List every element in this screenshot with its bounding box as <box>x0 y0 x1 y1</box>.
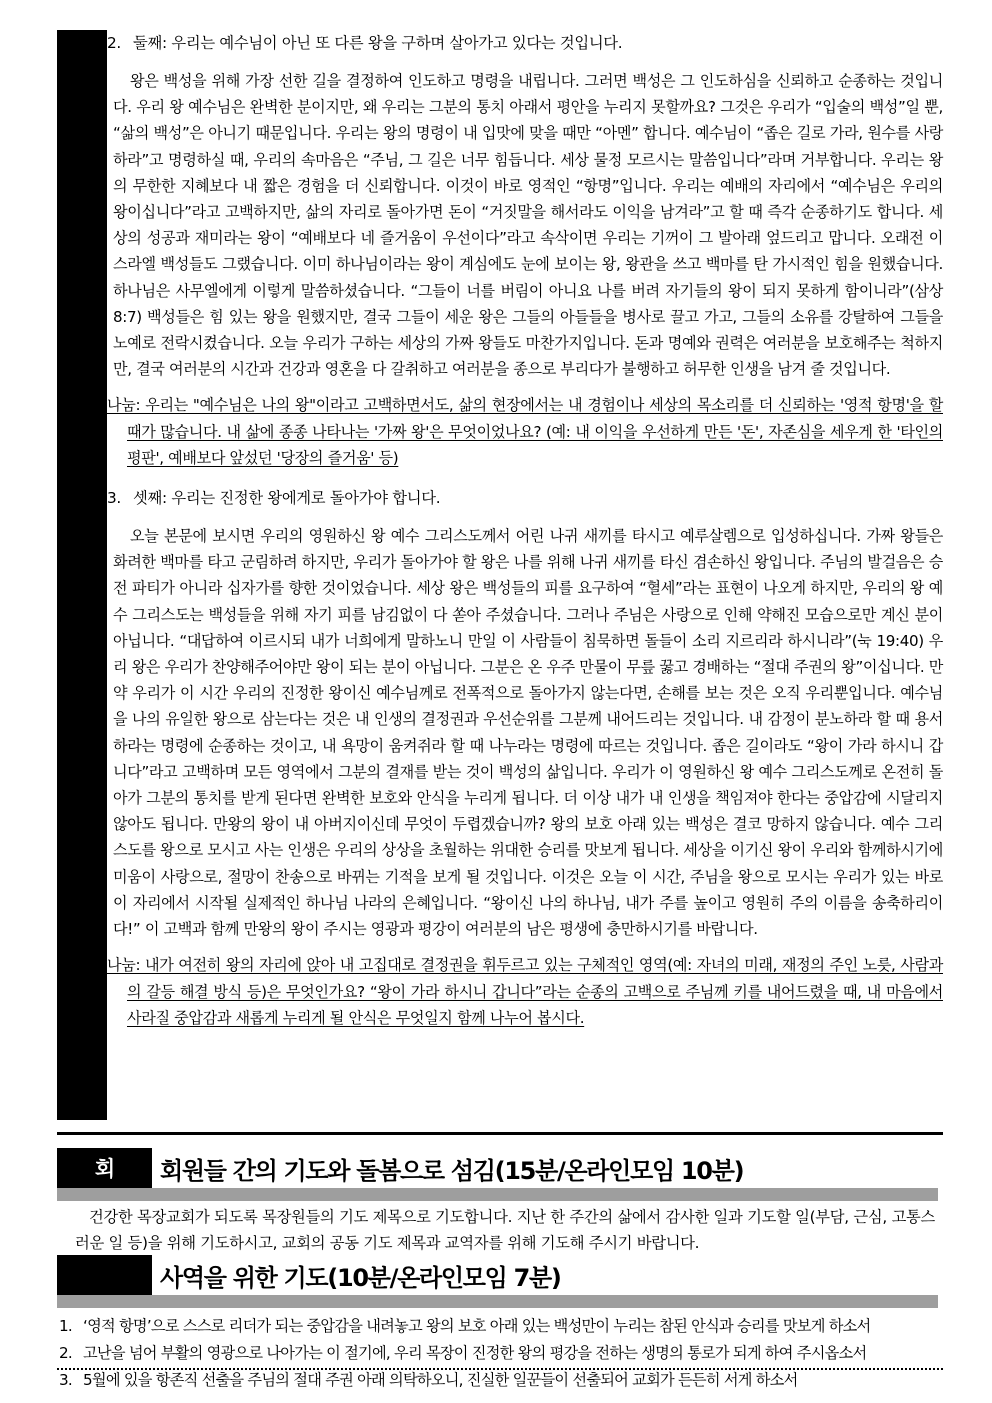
sharing-block-1-text: 나눔: 우리는 "예수님은 나의 왕"이라고 고백하면서도, 삶의 현장에서는 내 경험이나 세상의 목소리를 더 신뢰하는 '영적 항명'을 할 때가 많습니다. 내 삶에 종종 나타나는 '가짜 왕'은 무엇이었나요? (예: 내 이익을 우선하게 만든 '돈', 자존심을 세우게 한 '타인의 평판', 예배보다 앞섰던 '당장의 즐거움' 등) <box>107 396 943 467</box>
section-ministry-tag <box>57 1255 152 1295</box>
section-ministry-gray-bar <box>57 1295 938 1308</box>
prayer-item-text: 고난을 넘어 부활의 영광으로 나아가는 이 절기에, 우리 목장이 진정한 왕의 평강을 전하는 생명의 통로가 되게 하여 주시옵소서 <box>83 1344 867 1362</box>
sharing-block-2 <box>107 952 943 1031</box>
section-fellowship-care <box>0 1148 992 1252</box>
section-fellowship-body-text: 건강한 목장교회가 되도록 목장원들의 기도 제목으로 기도합니다. 지난 한 주간의 삶에서 감사한 일과 기도할 일(부담, 근심, 고통스러운 일 등)을 위해 기도하시고, 교회의 공동 기도 제목과 교역자를 위해 기도해 주시기 바랍니다. <box>75 1208 935 1252</box>
prayer-item-number: 2. <box>59 1344 72 1362</box>
prayer-item-text: ‘영적 항명’으로 스스로 리더가 되는 중압감을 내려놓고 왕의 보호 아래 있는 백성만이 누리는 참된 안식과 승리를 맛보게 하소서 <box>83 1317 871 1335</box>
section-fellowship-gray-bar <box>57 1188 938 1201</box>
bottom-cut-line <box>57 1368 943 1370</box>
sermon-point-3 <box>107 485 943 511</box>
prayer-request-item <box>57 1340 957 1367</box>
sharing-block-2-text: 나눔: 내가 여전히 왕의 자리에 앉아 내 고집대로 결정권을 휘두르고 있는 구체적인 영역(예: 자녀의 미래, 재정의 주인 노릇, 사람과의 갈등 해결 방식 등)은 무엇인가요? “왕이 가라 하시니 갑니다”라는 순종의 고백으로 주님께 키를 내어드렸을 때, 내 마음에서 사라질 중압감과 새롭게 누리게 될 안식은 무엇일지 함께 나누어 봅시다. <box>107 956 943 1027</box>
section-ministry-header <box>0 1255 992 1295</box>
sermon-point-3-text: 셋째: 우리는 진정한 왕에게로 돌아가야 합니다. <box>133 489 441 508</box>
scan-gutter-black-bar <box>57 30 107 1120</box>
sermon-paragraph-3: 오늘 본문에 보시면 우리의 영원하신 왕 예수 그리스도께서 어린 나귀 새끼를 타시고 예루살렘으로 입성하십니다. 가짜 왕들은 화려한 백마를 타고 군림하려 하지만, 우리가 돌아가야 할 왕은 나를 위해 나귀 새끼를 타신 겸손하신 왕입니다. 주님의 발걸음은 승전 파티가 아니라 십자가를 향한 것이었습니다. 세상 왕은 백성들의 피를 요구하여 “혈세”라는 표현이 나오게 하지만, 우리의 왕 예수 그리스도는 백성들을 위해 자기 피를 남김없이 다 쏟아 주셨습니다. 그러나 주님은 사랑으로 인해 약해진 모습으로만 계신 분이 아닙니다. “대답하여 이르시되 내가 너희에게 말하노니 만일 이 사람들이 침묵하면 돌들이 소리 지르리라 하시니라”(눅 19:40) 우리 왕은 우리가 찬양해주어야만 왕이 되는 분이 아닙니다. 그분은 온 우주 만물이 무릎 꿇고 경배하는 “절대 주권의 왕”이십니다. 만약 우리가 이 시간 우리의 진정한 왕이신 예수님께로 전폭적으로 돌아가지 않는다면, 손해를 보는 것은 오직 우리뿐입니다. 예수님을 나의 유일한 왕으로 삼는다는 것은 내 인생의 결정권과 우선순위를 그분께 내어드리는 것입니다. 내 감정이 분노하라 할 때 용서하라는 명령에 순종하는 것이고, 내 욕망이 움켜쥐라 할 때 나누라는 명령에 따르는 것입니다. 좁은 길이라도 “왕이 가라 하시니 갑니다”라고 고백하며 모든 영역에서 그분의 결재를 받는 것이 백성의 삶입니다. 우리가 이 영원하신 왕 예수 그리스도께로 온전히 돌아가 그분의 통치를 받게 된다면 완벽한 보호와 안식을 누리게 됩니다. 더 이상 내가 내 인생을 책임져야 한다는 중압감에 시달리지 않아도 됩니다. 만왕의 왕이 내 아버지이신데 무엇이 두렵겠습니까? 왕의 보호 아래 있는 백성은 결코 망하지 않습니다. 예수 그리스도를 왕으로 모시고 사는 인생은 우리의 상상을 초월하는 위대한 승리를 맛보게 됩니다. 세상을 이기신 왕이 우리와 함께하시기에 미움이 사랑으로, 절망이 찬송으로 바뀌는 기적을 보게 될 것입니다. 이것은 오늘 이 시간, 주님을 왕으로 모시는 우리가 있는 바로 이 자리에서 시작될 실제적인 하나님 나라의 은혜입니다. “왕이신 나의 하나님, 내가 주를 높이고 영원히 주의 이름을 송축하리이다!” 이 고백과 함께 만왕의 왕이 주시는 영광과 평강이 여러분의 남은 평생에 충만하시기를 바랍니다. <box>113 527 943 939</box>
prayer-item-number: 1. <box>59 1317 72 1335</box>
prayer-request-item <box>57 1313 957 1340</box>
sermon-point-2-text: 둘째: 우리는 예수님이 아닌 또 다른 왕을 구하며 살아가고 있다는 것입니다. <box>133 34 623 52</box>
section-divider-top <box>57 1132 943 1135</box>
prayer-item-text: 5월에 있을 항존직 선출을 주님의 절대 주권 아래 의탁하오니, 진실한 일꾼들이 선출되어 교회가 든든히 서게 하소서 <box>83 1371 798 1389</box>
sermon-point-3-number: 3. <box>107 489 121 508</box>
section-fellowship-title: 회원들 간의 기도와 돌봄으로 섬김(15분/온라인모임 10분) <box>160 1156 744 1185</box>
sermon-paragraph-2: 왕은 백성을 위해 가장 선한 길을 결정하여 인도하고 명령을 내립니다. 그러면 백성은 그 인도하심을 신뢰하고 순종하는 것입니다. 우리 왕 예수님은 완벽한 분이지만, 왜 우리는 그분의 통치 아래서 평안을 누리지 못할까요? 그것은 우리가 “입술의 백성”일 뿐, “삶의 백성”은 아니기 때문입니다. 우리는 왕의 명령이 내 입맛에 맞을 때만 “아멘” 합니다. 예수님이 “좁은 길로 가라, 원수를 사랑하라”고 명령하실 때, 우리의 속마음은 “주님, 그 길은 너무 힘듭니다. 세상 물정 모르시는 말씀입니다”라며 거부합니다. 우리는 왕의 무한한 지혜보다 내 짧은 경험을 더 신뢰합니다. 이것이 바로 영적인 “항명”입니다. 우리는 예배의 자리에서 “예수님은 우리의 왕이십니다”라고 고백하지만, 삶의 자리로 돌아가면 돈이 “거짓말을 해서라도 이익을 남겨라”고 할 때 즉각 순종하기도 합니다. 세상의 성공과 재미라는 왕이 “예배보다 네 즐거움이 우선이다”라고 속삭이면 우리는 기꺼이 그 발아래 엎드리고 맙니다. 오래전 이스라엘 백성들도 그랬습니다. 이미 하나님이라는 왕이 계심에도 눈에 보이는 왕, 왕관을 쓰고 백마를 탄 가시적인 힘을 원했습니다. 하나님은 사무엘에게 이렇게 말씀하셨습니다. “그들이 너를 버림이 아니요 나를 버려 자기들의 왕이 되지 못하게 함이니라”(삼상 8:7) 백성들은 힘 있는 왕을 원했지만, 결국 그들이 세운 왕은 그들의 아들들을 병사로 끌고 가고, 그들의 소유를 강탈하여 그들을 노예로 전락시켰습니다. 오늘 우리가 구하는 세상의 가짜 왕들도 마찬가지입니다. 돈과 명예와 권력은 여러분을 보호해주는 척하지만, 결국 여러분의 시간과 건강과 영혼을 다 갈취하고 여러분을 종으로 부리다가 불행하고 허무한 인생을 남겨 줄 것입니다. <box>113 72 943 379</box>
sermon-point-2-number: 2. <box>107 34 121 52</box>
prayer-request-list <box>57 1313 957 1394</box>
section-fellowship-header <box>0 1148 992 1188</box>
section-fellowship-body <box>75 1204 935 1256</box>
prayer-item-number: 3. <box>59 1371 72 1389</box>
prayer-request-item <box>57 1367 957 1394</box>
sermon-point-2 <box>107 30 943 56</box>
section-ministry-title: 사역을 위한 기도(10분/온라인모임 7분) <box>160 1263 561 1292</box>
sharing-block-1 <box>107 392 943 471</box>
section-fellowship-tag: 회 <box>57 1148 152 1188</box>
section-ministry-prayer <box>0 1255 992 1389</box>
sermon-body <box>107 30 943 1045</box>
